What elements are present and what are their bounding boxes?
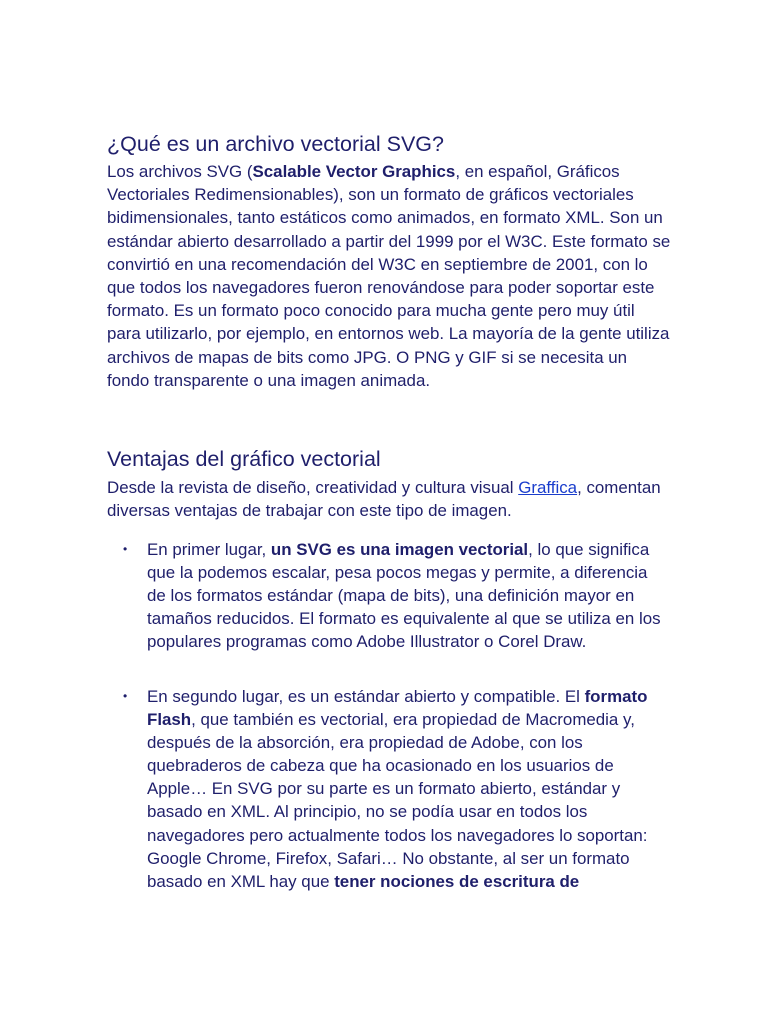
list-item [123,538,667,653]
ventajas-intro-paragraph [107,476,667,522]
text-run: En primer lugar, [147,540,271,559]
graffica-link[interactable]: Graffica [518,478,578,497]
section-title-svg: ¿Qué es un archivo vectorial SVG? [107,132,444,156]
text-run: , lo que significa que la podemos escalar, pesa pocos megas y permite, a diferencia de los formatos estándar (mapa de bits), una definición mayor en tamaños reducidos. El formato es equivalente al que se utiliza en los populares programas como Adobe Illustrator o Corel Draw. [147,540,661,652]
list-item [123,685,667,893]
text-run: , que también es vectorial, era propiedad de Macromedia y, después de la absorción, era propiedad de Adobe, con los quebraderos de cabeza que ha ocasionado en los usuarios de Apple… En SVG por su parte es un formato abierto, estándar y basado en XML. Al principio, no se podía usar en todos los navegadores pero actualmente todos los navegadores lo soportan: Google Chrome, Firefox, Safari… No obstante, al ser un formato basado en XML hay que [147,710,648,891]
text-run: Los archivos SVG ( [107,162,253,181]
bold-phrase: formato Flash [147,687,648,730]
text-run: , comentan diversas ventajas de trabajar con este tipo de imagen. [107,478,661,521]
svg-description-paragraph [107,160,672,392]
text-run: En segundo lugar, es un estándar abierto y compatible. El [147,687,585,706]
text-run: Desde la revista de diseño, creatividad y cultura visual [107,478,519,497]
bullet-icon: • [123,689,128,703]
advantages-list-1 [123,538,667,653]
section-title-ventajas: Ventajas del gráfico vectorial [107,447,381,471]
text-run: , en español, Gráficos Vectoriales Redimensionables), son un formato de gráficos vectoriales bidimensionales, tanto estáticos como animados, en formato XML. Son un estándar abierto desarrollado a partir del 1999 por el W3C. Este formato se convirtió en una recomendación del W3C en septiembre de 2001, con lo que todos los navegadores fueron renovándose para poder soportar este formato. Es un formato poco conocido para mucha gente pero muy útil para utilizarlo, por ejemplo, en entornos web. La mayoría de la gente utiliza archivos de mapas de bits como JPG. O PNG y GIF si se necesita un fondo transparente o una imagen animada. [107,162,671,390]
bullet-icon: • [123,542,128,556]
bold-phrase: un SVG es una imagen vectorial [270,540,529,559]
bold-phrase: tener nociones de escritura de [334,871,580,891]
advantages-list-2 [123,685,667,893]
bold-term-scalable-vector-graphics: Scalable Vector Graphics [252,162,456,181]
